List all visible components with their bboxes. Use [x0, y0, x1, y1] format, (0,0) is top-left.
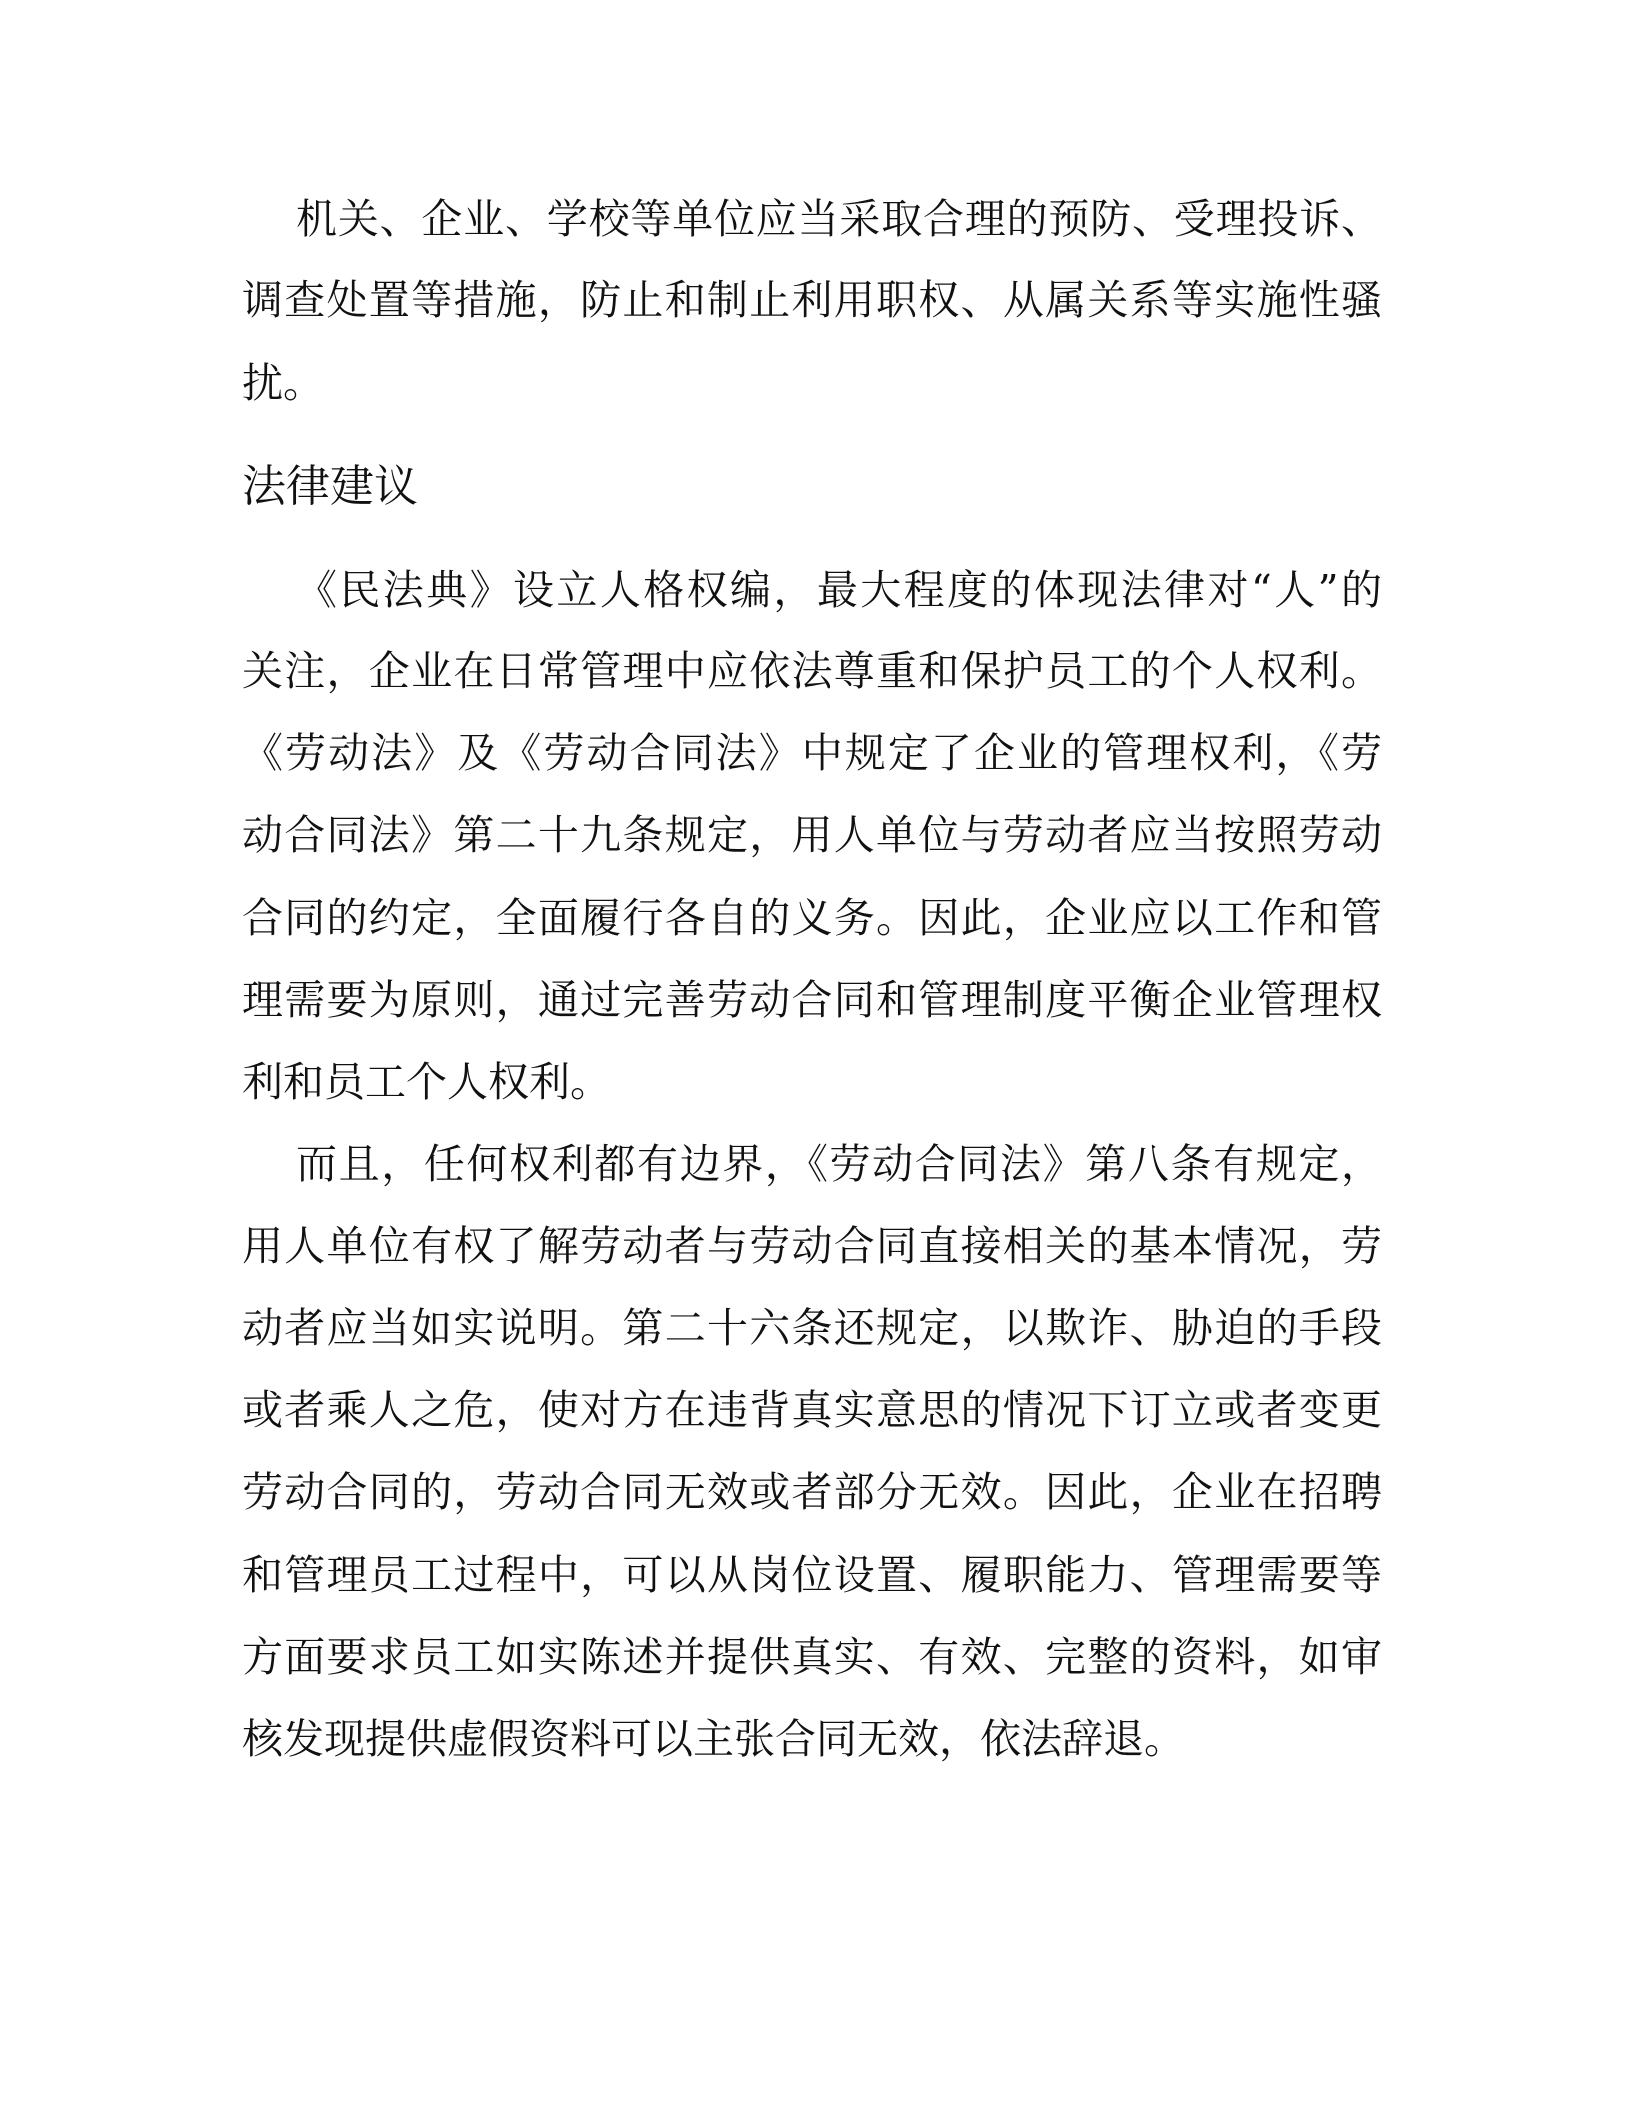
paragraph-2-line-5: 合同的约定，全面履行各自的义务。因此，企业应以工作和管: [242, 894, 1382, 942]
paragraph-3-line-6: 和管理员工过程中，可以从岗位设置、履职能力、管理需要等: [242, 1551, 1382, 1599]
section-heading: 法律建议: [242, 461, 418, 512]
paragraph-2-line-7: 利和员工个人权利。: [242, 1058, 611, 1106]
paragraph-3-line-3: 动者应当如实说明。第二十六条还规定，以欺诈、胁迫的手段: [242, 1304, 1382, 1352]
paragraph-2-line-3: 《劳动法》及《劳动合同法》中规定了企业的管理权利，《劳: [242, 729, 1382, 777]
paragraph-3-line-1: 而且，任何权利都有边界，《劳动合同法》第八条有规定，: [296, 1140, 1382, 1188]
paragraph-3-line-7: 方面要求员工如实陈述并提供真实、有效、完整的资料，如审: [242, 1633, 1382, 1681]
paragraph-1-line-2: 调查处置等措施，防止和制止利用职权、从属关系等实施性骚: [242, 276, 1382, 324]
paragraph-2-line-1: 《民法典》设立人格权编，最大程度的体现法律对“人”的: [296, 566, 1382, 614]
paragraph-2-line-6: 理需要为原则，通过完善劳动合同和管理制度平衡企业管理权: [242, 976, 1382, 1024]
paragraph-3-line-8: 核发现提供虚假资料可以主张合同无效，依法辞退。: [242, 1715, 1185, 1763]
paragraph-2-line-4: 动合同法》第二十九条规定，用人单位与劳动者应当按照劳动: [242, 811, 1382, 859]
paragraph-3-line-2: 用人单位有权了解劳动者与劳动合同直接相关的基本情况，劳: [242, 1222, 1382, 1270]
paragraph-3-line-4: 或者乘人之危，使对方在违背真实意思的情况下订立或者变更: [242, 1386, 1382, 1434]
paragraph-3-line-5: 劳动合同的，劳动合同无效或者部分无效。因此，企业在招聘: [242, 1468, 1382, 1516]
paragraph-1-line-3: 扰。: [242, 359, 324, 407]
paragraph-1-line-1: 机关、企业、学校等单位应当采取合理的预防、受理投诉、: [296, 195, 1382, 243]
paragraph-2-line-2: 关注，企业在日常管理中应依法尊重和保护员工的个人权利。: [242, 647, 1382, 695]
